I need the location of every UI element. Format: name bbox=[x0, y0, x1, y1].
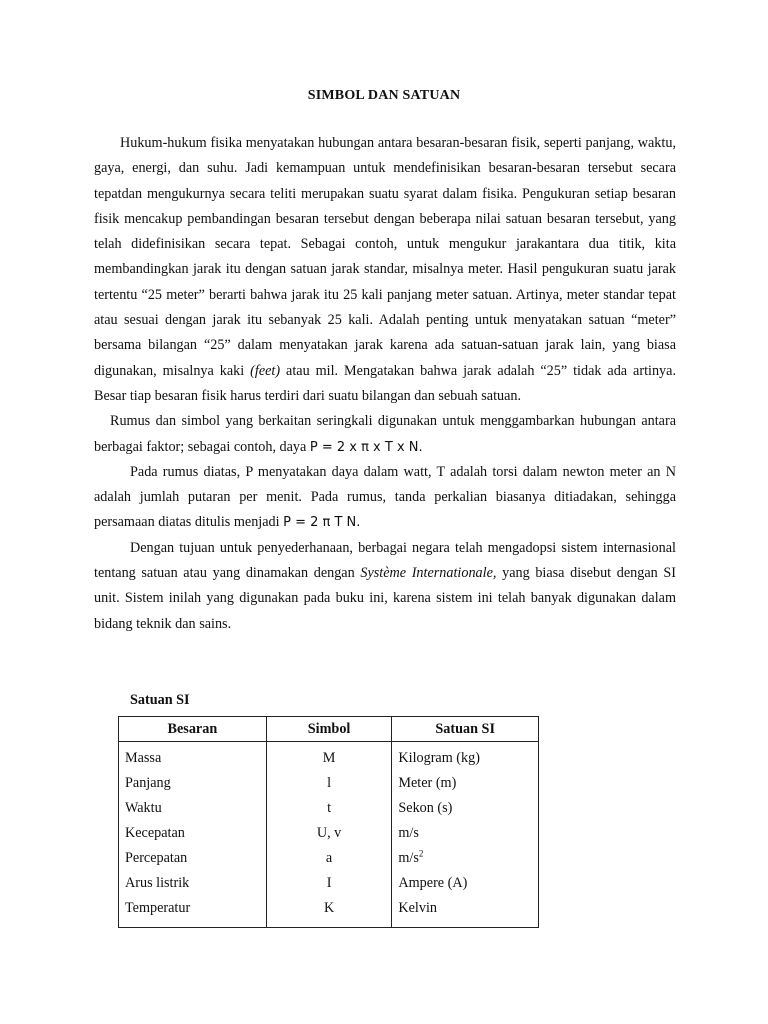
table-row bbox=[119, 771, 539, 796]
paragraph-4 bbox=[94, 536, 676, 637]
paragraph-1-text: Hukum-hukum fisika menyatakan hubungan antara besaran-besaran fisik, seperti panjang, waktu, gaya, energi, dan suhu. Jadi kemampuan untuk mendefinisikan besaran-besaran tersebut secara tepatdan mengukurnya secara teliti merupakan suatu syarat dalam fisika. Pengukuran setiap besaran fisik mencakup pembandingan besaran tersebut dengan beberapa nilai satuan besaran tersebut, yang telah didefinisikan secara tepat. Sebagai contoh, untuk mengukur jarakantara dua titik, kita membandingkan jarak itu dengan satuan jarak standar, misalnya meter. Hasil pengukuran suatu jarak tertentu “25 meter” berarti bahwa jarak itu 25 kali panjang meter satuan. Artinya, meter standar tepat atau sesuai dengan jarak itu sebanyak 25 kali. Adalah penting untuk menyatakan satuan “meter” bersama bilangan “25” dalam menyatakan jarak karena ada satuan-satuan jarak lain, yang biasa digunakan, misalnya kaki bbox=[94, 135, 676, 379]
table-row bbox=[119, 821, 539, 846]
cell-simbol: M bbox=[266, 742, 392, 772]
cell-satuan: Kilogram (kg) bbox=[392, 742, 539, 772]
cell-simbol: K bbox=[266, 896, 392, 928]
cell-simbol: l bbox=[266, 771, 392, 796]
cell-satuan: Sekon (s) bbox=[392, 796, 539, 821]
cell-besaran: Waktu bbox=[119, 796, 267, 821]
cell-besaran: Percepatan bbox=[119, 846, 267, 871]
paragraph-1 bbox=[94, 131, 676, 409]
cell-satuan: Kelvin bbox=[392, 896, 539, 928]
table-row bbox=[119, 846, 539, 871]
cell-satuan: Meter (m) bbox=[392, 771, 539, 796]
cell-besaran: Massa bbox=[119, 742, 267, 772]
paragraph-2-text: Rumus dan simbol yang berkaitan seringkali digunakan untuk menggambarkan hubungan antara berbagai faktor; sebagai contoh, daya bbox=[94, 413, 676, 455]
paragraph-1-italic: (feet) bbox=[250, 362, 281, 379]
cell-besaran: Panjang bbox=[119, 771, 267, 796]
column-header-simbol: Simbol bbox=[266, 717, 392, 742]
body-text bbox=[94, 131, 676, 637]
cell-satuan: Ampere (A) bbox=[392, 871, 539, 896]
cell-simbol: a bbox=[266, 846, 392, 871]
cell-besaran: Kecepatan bbox=[119, 821, 267, 846]
table-row bbox=[119, 742, 539, 772]
table-row bbox=[119, 871, 539, 896]
table-header-row bbox=[119, 717, 539, 742]
paragraph-4-after: yang biasa disebut dengan SI unit. Sistem inilah yang digunakan pada buku ini, karena sistem ini telah banyak digunakan dalam bidang teknik dan sains. bbox=[94, 565, 677, 632]
simplified-formula: P = 2 π T N. bbox=[283, 515, 361, 531]
power-formula: P = 2 x π x T x N. bbox=[309, 439, 423, 455]
column-header-besaran: Besaran bbox=[119, 717, 267, 742]
paragraph-4-text: Dengan tujuan untuk penyederhanaan, berbagai negara telah mengadopsi sistem internasional tentang satuan atau yang dinamakan dengan bbox=[94, 539, 676, 582]
page-title: SIMBOL DAN SATUAN bbox=[307, 88, 461, 103]
table-row bbox=[119, 896, 539, 928]
cell-simbol: U, v bbox=[266, 821, 392, 846]
si-units-table bbox=[118, 716, 539, 928]
column-header-satuan: Satuan SI bbox=[392, 717, 539, 742]
cell-besaran: Arus listrik bbox=[119, 871, 267, 896]
paragraph-4-italic: Système Internationale, bbox=[360, 565, 497, 582]
si-section-heading: Satuan SI bbox=[130, 692, 190, 708]
paragraph-1-after: atau mil. Mengatakan bahwa jarak adalah “25” tidak ada artinya. Besar tiap besaran fisik harus terdiri dari suatu bilangan dan sebuah satuan. bbox=[94, 362, 676, 404]
cell-satuan: m/s bbox=[392, 821, 539, 846]
cell-satuan-base: m/s bbox=[398, 850, 419, 866]
cell-satuan bbox=[392, 846, 539, 871]
paragraph-3-text: Pada rumus diatas, P menyatakan daya dalam watt, T adalah torsi dalam newton meter an N adalah jumlah putaran per menit. Pada rumus, tanda perkalian biasanya ditiadakan, sehingga persamaan diatas ditulis menjadi bbox=[94, 463, 676, 531]
cell-besaran: Temperatur bbox=[119, 896, 267, 928]
cell-satuan-exponent: 2 bbox=[418, 848, 424, 859]
paragraph-3 bbox=[94, 460, 676, 536]
paragraph-2 bbox=[94, 409, 676, 460]
table-row bbox=[119, 796, 539, 821]
cell-simbol: I bbox=[266, 871, 392, 896]
cell-simbol: t bbox=[266, 796, 392, 821]
